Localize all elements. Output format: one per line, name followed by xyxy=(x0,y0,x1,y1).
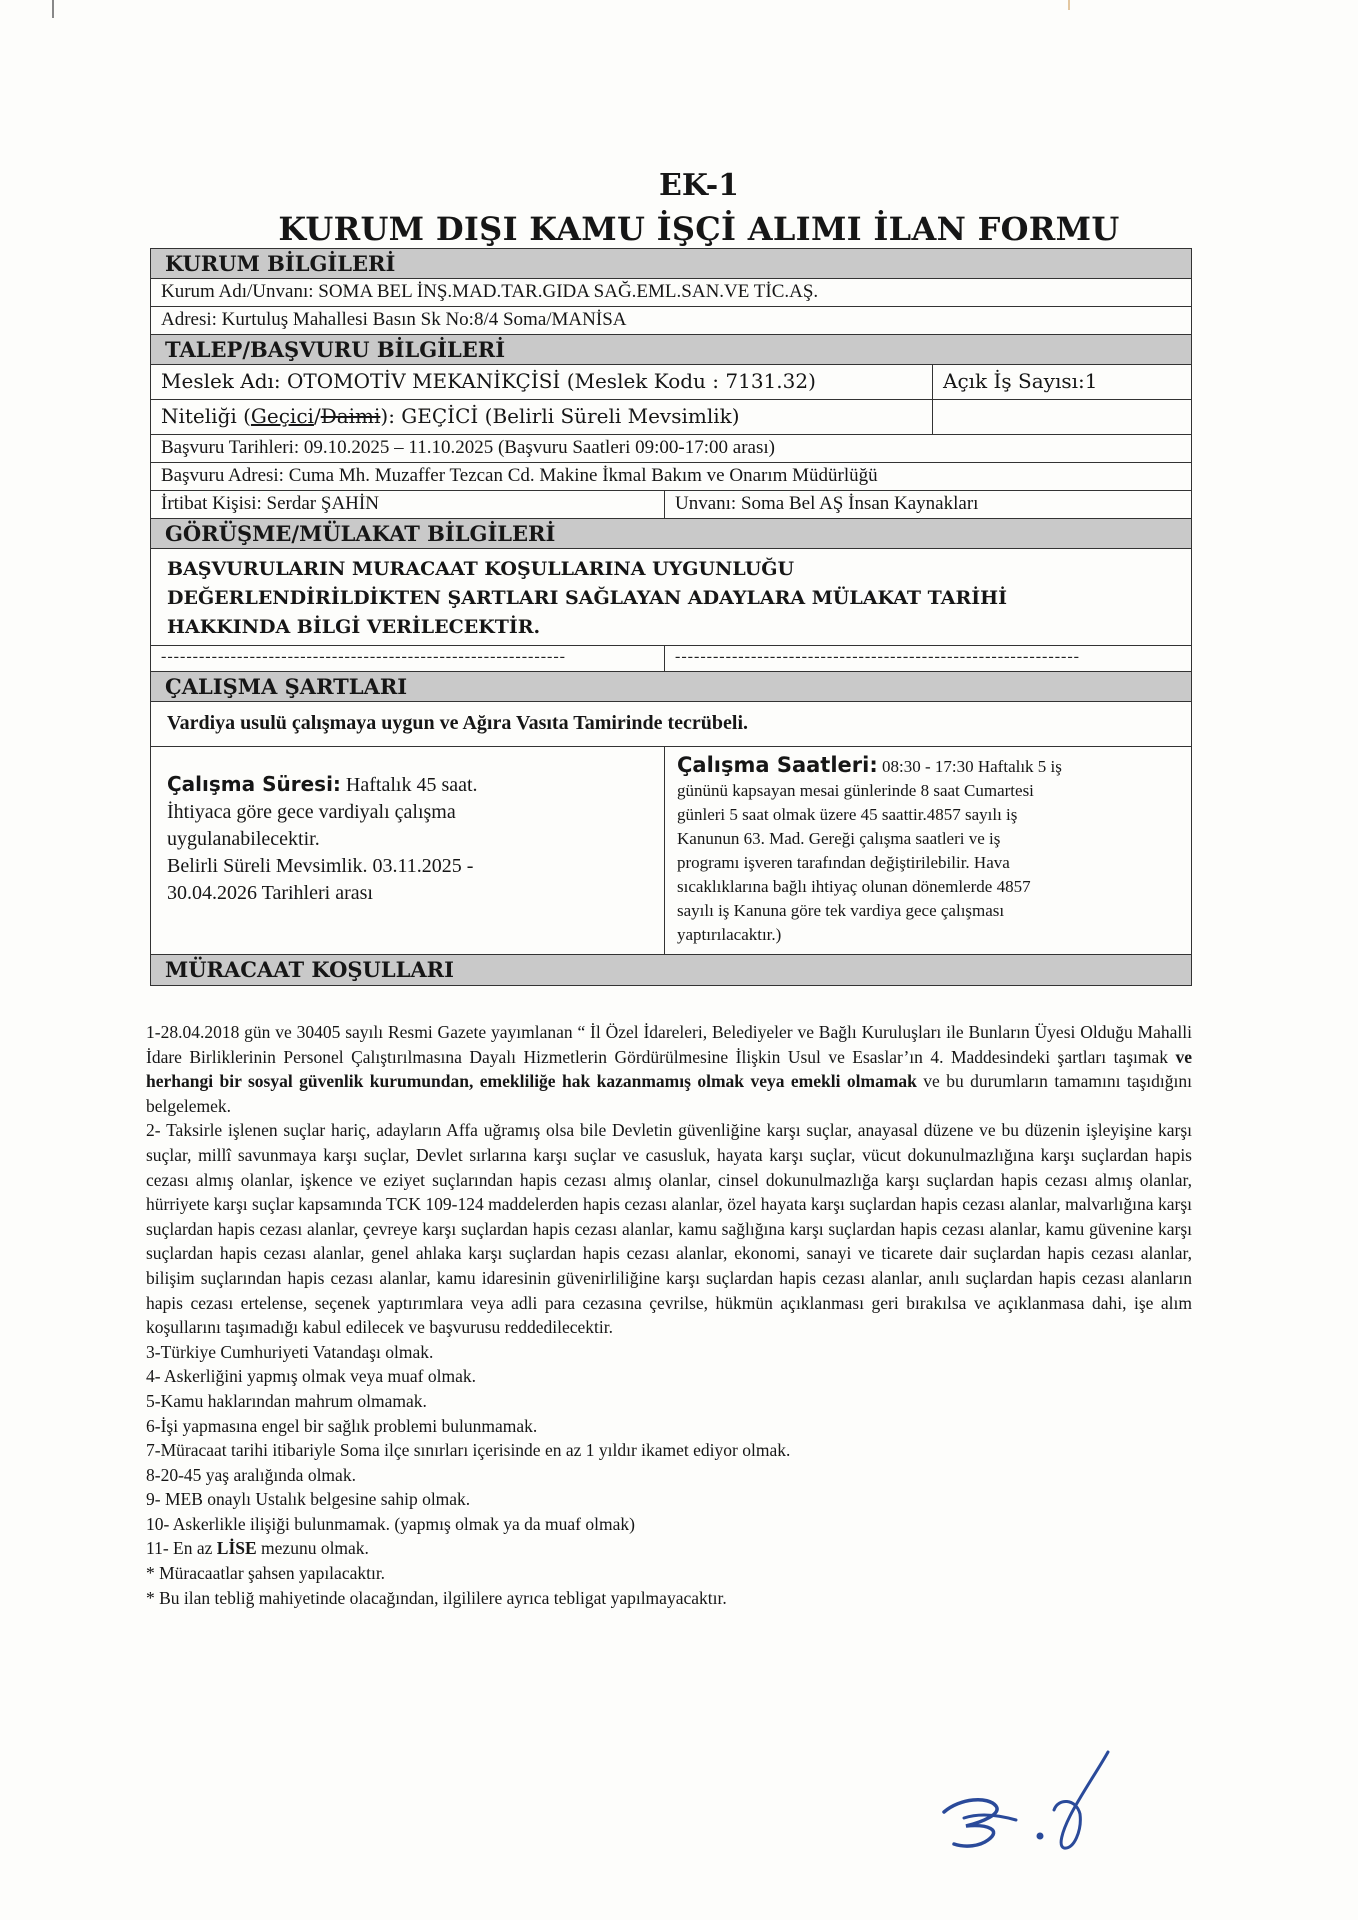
calisma-suresi-label: Çalışma Süresi: xyxy=(167,772,341,796)
calisma-saatleri-line: gününü kapsayan mesai günlerinde 8 saat Cumartesi xyxy=(677,781,1034,800)
document-code: EK-1 xyxy=(658,168,740,203)
kurum-name: Kurum Adı/Unvanı: SOMA BEL İNŞ.MAD.TAR.GIDA SAĞ.EML.SAN.VE TİC.AŞ. xyxy=(161,281,819,302)
calisma-saatleri-line: sıcaklıklarına bağlı ihtiyaç olunan dönemlerde 4857 xyxy=(677,877,1031,896)
meslek-adi: Meslek Adı: OTOMOTİV MEKANİKÇİSİ (Meslek Kodu : 7131.32) xyxy=(151,365,933,399)
calisma-suresi xyxy=(151,747,665,954)
empty-cell xyxy=(933,400,1189,434)
calisma-saatleri xyxy=(665,747,1189,954)
gorusme-line-2: DEĞERLENDİRİLDİKTEN ŞARTLARI SAĞLAYAN ADAYLARA MÜLAKAT TARİHİ xyxy=(167,587,1007,609)
dash-left: ---------------------------------------------------------------- xyxy=(151,646,665,671)
gorusme-line-3: HAKKINDA BİLGİ VERİLECEKTİR. xyxy=(167,616,541,638)
irtibat-unvani: Unvanı: Soma Bel AŞ İnsan Kaynakları xyxy=(675,493,979,514)
condition-11 xyxy=(146,1536,1192,1561)
note-1: * Müracaatlar şahsen yapılacaktır. xyxy=(146,1563,386,1584)
niteligi-gecici: Geçici xyxy=(250,404,314,428)
calisma-suresi-line: Belirli Süreli Mevsimlik. 03.11.2025 - xyxy=(167,855,474,877)
calisma-requirement: Vardiya usulü çalışmaya uygun ve Ağıra Vasıta Tamirinde tecrübeli. xyxy=(167,712,749,734)
calisma-saatleri-label: Çalışma Saatleri: xyxy=(677,753,878,777)
muracaat-conditions xyxy=(146,1020,1192,1610)
niteligi-daimi: Daimi xyxy=(320,404,381,428)
gorusme-info xyxy=(151,549,1023,645)
calisma-suresi-line: uygulanabilecektir. xyxy=(167,828,320,850)
kurum-address: Adresi: Kurtuluş Mahallesi Basın Sk No:8/4 Soma/MANİSA xyxy=(161,309,627,330)
gorusme-line-1: BAŞVURULARIN MURACAAT KOŞULLARINA UYGUNLUĞU xyxy=(167,558,795,580)
calisma-saatleri-line: yaptırılacaktır.) xyxy=(677,925,782,944)
document-title: KURUM DIŞI KAMU İŞÇİ ALIMI İLAN FORMU xyxy=(278,210,1120,248)
condition-4: 4- Askerliğini yapmış olmak veya muaf olmak. xyxy=(146,1366,477,1387)
condition-9: 9- MEB onaylı Ustalık belgesine sahip olmak. xyxy=(146,1489,471,1510)
muracaat-header: MÜRACAAT KOŞULLARI xyxy=(151,955,1191,985)
calisma-suresi-line: 30.04.2026 Tarihleri arası xyxy=(167,882,373,904)
gorusme-header: GÖRÜŞME/MÜLAKAT BİLGİLERİ xyxy=(151,519,1191,549)
condition-7: 7-Müracaat tarihi itibariyle Soma ilçe sınırları içerisinde en az 1 yıldır ikamet ediyor olmak. xyxy=(146,1440,791,1461)
announcement-form xyxy=(150,248,1192,986)
condition-5: 5-Kamu haklarından mahrum olmamak. xyxy=(146,1390,427,1411)
condition-11-tail: mezunu olmak. xyxy=(256,1538,369,1559)
calisma-saatleri-line: günleri 5 saat olmak üzere 45 saattir.4857 sayılı iş xyxy=(677,805,1018,824)
condition-1 xyxy=(146,1020,1192,1118)
calisma-saatleri-line: Kanunun 63. Mad. Gereği çalışma saatleri ve iş xyxy=(677,829,1001,848)
note-2: * Bu ilan tebliğ mahiyetinde olacağından, ilgililere ayrıca tebligat yapılmayacaktır. xyxy=(146,1587,727,1608)
basvuru-adresi: Başvuru Adresi: Cuma Mh. Muzaffer Tezcan Cd. Makine İkmal Bakım ve Onarım Müdürlüğü xyxy=(161,465,878,486)
condition-1-text: 1-28.04.2018 gün ve 30405 sayılı Resmi Gazete yayımlanan “ İl Özel İdareleri, Belediyeler ve Bağlı Kuruluşları ile Bunların Üyesi Olduğu Mahalli İdare Birliklerinin Personel Çalıştırılmasına Dayalı Hizmetlerin Gördürülmesine İlişkin Usul ve Esaslar’ın 4. Maddesindeki şartları taşımak xyxy=(146,1022,1192,1067)
irtibat-kisisi: İrtibat Kişisi: Serdar ŞAHİN xyxy=(151,491,665,518)
niteligi-suffix: ): GEÇİCİ (Belirli Süreli Mevsimlik) xyxy=(380,404,740,428)
condition-11-emphasis: LİSE xyxy=(216,1538,257,1559)
calisma-header: ÇALIŞMA ŞARTLARI xyxy=(151,672,1191,702)
dash-right: ---------------------------------------------------------------- xyxy=(675,648,1080,665)
calisma-suresi-value: Haftalık 45 saat. xyxy=(340,774,478,796)
scan-mark xyxy=(1068,0,1070,10)
signature-icon xyxy=(930,1740,1140,1860)
condition-8: 8-20-45 yaş aralığında olmak. xyxy=(146,1464,356,1485)
condition-10: 10- Askerlikle ilişiği bulunmamak. (yapmış olmak ya da muaf olmak) xyxy=(146,1513,635,1534)
calisma-saatleri-line: sayılı iş Kanuna göre tek vardiya gece çalışması xyxy=(677,901,1005,920)
condition-1-tail: ve bu durumların tamamını taşıdığını belgelemek. xyxy=(146,1071,1192,1116)
acik-is-sayisi: Açık İş Sayısı:1 xyxy=(943,369,1098,393)
condition-3: 3-Türkiye Cumhuriyeti Vatandaşı olmak. xyxy=(146,1341,434,1362)
scan-mark xyxy=(52,0,54,18)
calisma-saatleri-value: 08:30 - 17:30 Haftalık 5 iş xyxy=(877,757,1062,776)
niteligi-slash: / xyxy=(313,404,321,428)
talep-header: TALEP/BAŞVURU BİLGİLERİ xyxy=(151,335,1191,365)
condition-1-emphasis: ve herhangi bir sosyal güvenlik kurumundan, emekliliğe hak kazanmamış olmak veya emekli olmamak xyxy=(146,1046,1192,1092)
condition-2: 2- Taksirle işlenen suçlar hariç, adayların Affa uğramış olsa bile Devletin güvenliğine karşı suçlar, anayasal düzene ve bu düzenin işleyişine karşı suçlar, millî savunmaya karşı suçlar, Devlet sırlarına karşı suçlar ve casusluk, hayata karşı suçlar, vücut dokunulmazlığına karşı suçlardan hapis cezası almış olanlar, işkence ve eziyet suçlarından hapis cezası almış olanlar, cinsel dokunulmazlığa karşı suçlardan hapis cezası almış olanlar, hürriyete karşı suçlar kapsamında TCK 109-124 maddelerden hapis cezası alanlar, özel hayata karşı suçlardan hapis cezası alanlar, malvarlığına karşı suçlardan hapis cezası alanlar, çevreye karşı suçlardan hapis cezası alanlar, kamu sağlığına karşı suçlardan hapis cezası alanlar, kamu güvenine karşı suçlardan hapis cezası alanlar, genel ahlaka karşı suçlardan hapis cezası alanlar, ekonomi, sanayi ve ticarete dair suçlardan hapis cezası alanlar, bilişim suçlarından hapis cezası alanlar, kamu idaresinin güvenirliliğine karşı suçlardan hapis cezası alanlar, anılı suçlardan hapis cezası alanların hapis cezası ertelense, seçenek yaptırımlara veya adli para cezasına çevrilse, hükmün açıklanması geri bırakılsa ve açıklanmasa dahi, işe alım koşullarını taşımadığı kabul edilecek ve başvurusu reddedilecektir. xyxy=(146,1120,1192,1338)
niteligi xyxy=(151,400,933,434)
condition-11-text: 11- En az xyxy=(146,1538,217,1559)
basvuru-tarihleri: Başvuru Tarihleri: 09.10.2025 – 11.10.2025 (Başvuru Saatleri 09:00-17:00 arası) xyxy=(161,437,775,458)
kurum-header: KURUM BİLGİLERİ xyxy=(151,249,1191,279)
niteligi-prefix: Niteliği ( xyxy=(161,404,251,428)
calisma-suresi-line: İhtiyaca göre gece vardiyalı çalışma xyxy=(167,801,456,823)
calisma-saatleri-line: programı işveren tarafından değiştirilebilir. Hava xyxy=(677,853,1010,872)
condition-6: 6-İşi yapmasına engel bir sağlık problemi bulunmamak. xyxy=(146,1415,538,1436)
